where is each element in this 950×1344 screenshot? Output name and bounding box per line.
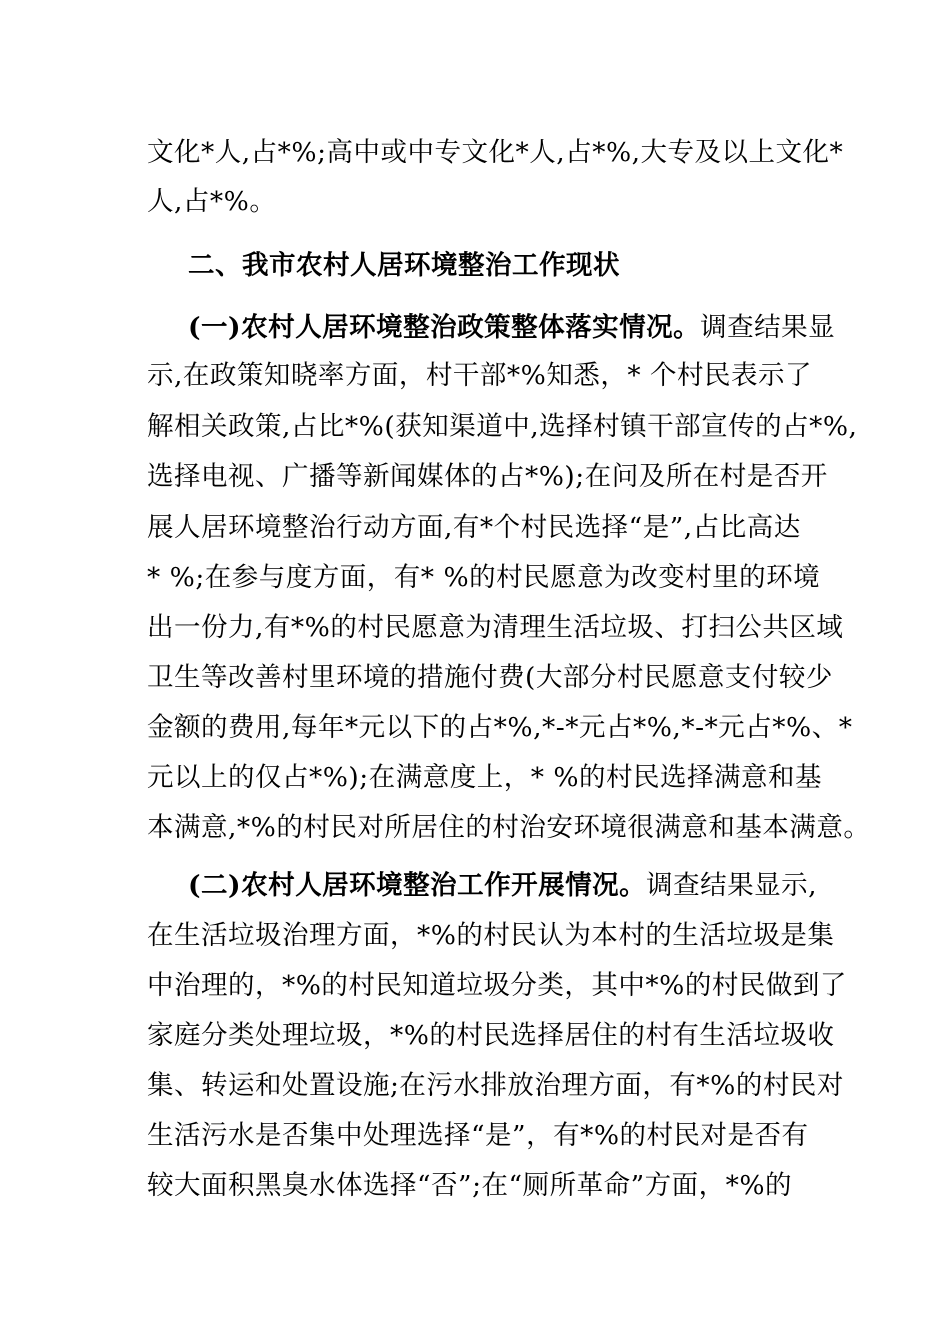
sub1-line1-rest: 调查结果显 xyxy=(700,312,836,343)
sub1-line: 元以上的仅占*%);在满意度上，* %的村民选择满意和基 xyxy=(147,762,823,793)
sub2-line: 在生活垃圾治理方面，*%的村民认为本村的生活垃圾是集 xyxy=(147,920,835,951)
sub2-line: 较大面积黑臭水体选择“否”;在“厕所革命”方面，*%的 xyxy=(147,1170,793,1201)
intro-line-2: 人,占*%。 xyxy=(147,186,277,217)
intro-line-1: 文化*人,占*%;高中或中专文化*人,占*%,大专及以上文化* xyxy=(147,137,844,168)
sub1-line: 解相关政策,占比*%(获知渠道中,选择村镇干部宣传的占*%, xyxy=(147,411,858,442)
sub2-line: 家庭分类处理垃圾，*%的村民选择居住的村有生活垃圾收 xyxy=(147,1020,835,1051)
sub2-line1-rest: 调查结果显示, xyxy=(646,870,818,901)
sub1-line: 示,在政策知晓率方面，村干部*%知悉，* 个村民表示了 xyxy=(147,360,813,391)
sub1-line: 金额的费用,每年*元以下的占*%,*-*元占*%,*-*元占*%、* xyxy=(147,712,853,743)
sub1-first-line xyxy=(188,312,835,344)
sub2-line: 生活污水是否集中处理选择“是”，有*%的村民对是否有 xyxy=(147,1120,809,1151)
sub2-line: 中治理的，*%的村民知道垃圾分类，其中*%的村民做到了 xyxy=(147,970,847,1001)
sub1-line: * %;在参与度方面，有* %的村民愿意为改变村里的环境 xyxy=(147,562,821,593)
sub1-line: 出一份力,有*%的村民愿意为清理生活垃圾、打扫公共区域 xyxy=(147,612,844,643)
sub1-line: 选择电视、广播等新闻媒体的占*%);在问及所在村是否开 xyxy=(147,461,828,492)
sub1-line: 卫生等改善村里环境的措施付费(大部分村民愿意支付较少 xyxy=(147,662,833,693)
sub1-line: 展人居环境整治行动方面,有*个村民选择“是”,占比高达 xyxy=(147,512,801,543)
sub2-line: 集、转运和处置设施;在污水排放治理方面，有*%的村民对 xyxy=(147,1070,844,1101)
section-heading: 二、我市农村人居环境整治工作现状 xyxy=(188,250,620,281)
sub2-lead: (二)农村人居环境整治工作开展情况。 xyxy=(188,870,647,901)
sub2-first-line xyxy=(188,870,817,902)
sub1-line: 本满意,*%的村民对所居住的村治安环境很满意和基本满意。 xyxy=(147,812,871,843)
sub1-lead: (一)农村人居环境整治政策整体落实情况。 xyxy=(188,312,701,343)
